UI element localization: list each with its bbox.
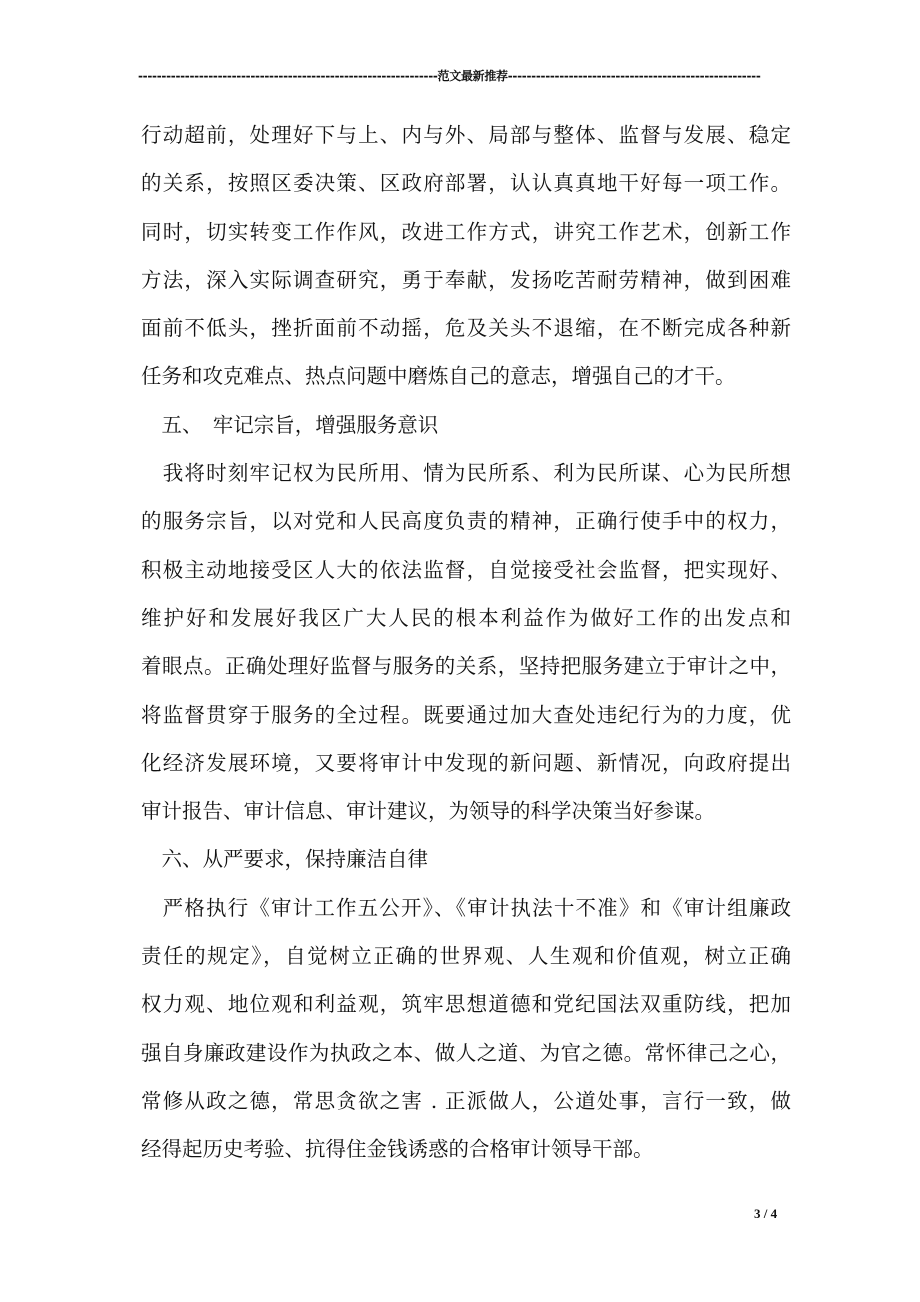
text-line: 同时，切实转变工作作风，改进工作方式，讲究工作艺术，创新工作 (141, 219, 791, 244)
text-line: 化经济发展环境，又要将审计中发现的新问题、新情况，向政府提出 (141, 750, 791, 775)
text-line: 的关系，按照区委决策、区政府部署，认认真真地干好每一项工作。 (141, 171, 791, 196)
page-number: 3 / 4 (754, 1206, 778, 1221)
text-line: 着眼点。正确处理好监督与服务的关系，坚持把服务建立于审计之中， (141, 654, 791, 679)
text-line: 经得起历史考验、抗得住金钱诱惑的合格审计领导干部。 (141, 1137, 654, 1162)
text-line: 的服务宗旨，以对党和人民高度负责的精神，正确行使手中的权力， (141, 509, 791, 534)
text-line: 将监督贯穿于服务的全过程。既要通过加大查处违纪行为的力度，优 (141, 702, 791, 727)
text-line: 审计报告、审计信息、审计建议，为领导的科学决策当好参谋。 (141, 799, 715, 824)
text-line: 任务和攻克难点、热点问题中磨炼自己的意志，增强自己的才干。 (141, 364, 736, 389)
page-header: ----------------------------------------------------------------范文最新推荐------------------------------------------------------ (138, 69, 761, 83)
section-heading-5: 五、 牢记宗旨，增强服务意识 (141, 412, 439, 437)
text-line: 方法，深入实际调查研究，勇于奉献，发扬吃苦耐劳精神，做到困难 (141, 267, 791, 292)
text-line: 权力观、地位观和利益观，筑牢思想道德和党纪国法双重防线，把加 (141, 992, 791, 1017)
text-line: 责任的规定》，自觉树立正确的世界观、人生观和价值观，树立正确 (141, 944, 791, 969)
text-line: 积极主动地接受区人大的依法监督，自觉接受社会监督，把实现好、 (141, 557, 791, 582)
text-line: 我将时刻牢记权为民所用、情为民所系、利为民所谋、心为民所想 (141, 461, 791, 486)
text-line: 常修从政之德，常思贪欲之害 . 正派做人，公道处事，言行一致，做 (141, 1088, 791, 1113)
text-line: 严格执行《审计工作五公开》、《审计执法十不准》和《审计组廉政 (141, 895, 791, 920)
section-heading-6: 六、从严要求，保持廉洁自律 (141, 847, 428, 872)
text-line: 强自身廉政建设作为执政之本、做人之道、为官之德。常怀律己之心， (141, 1040, 791, 1065)
text-line: 面前不低头，挫折面前不动摇，危及关头不退缩，在不断完成各种新 (141, 316, 791, 341)
document-body (141, 111, 791, 1174)
text-line: 维护好和发展好我区广大人民的根本利益作为做好工作的出发点和 (141, 605, 791, 630)
text-line: 行动超前，处理好下与上、内与外、局部与整体、监督与发展、稳定 (141, 123, 791, 147)
